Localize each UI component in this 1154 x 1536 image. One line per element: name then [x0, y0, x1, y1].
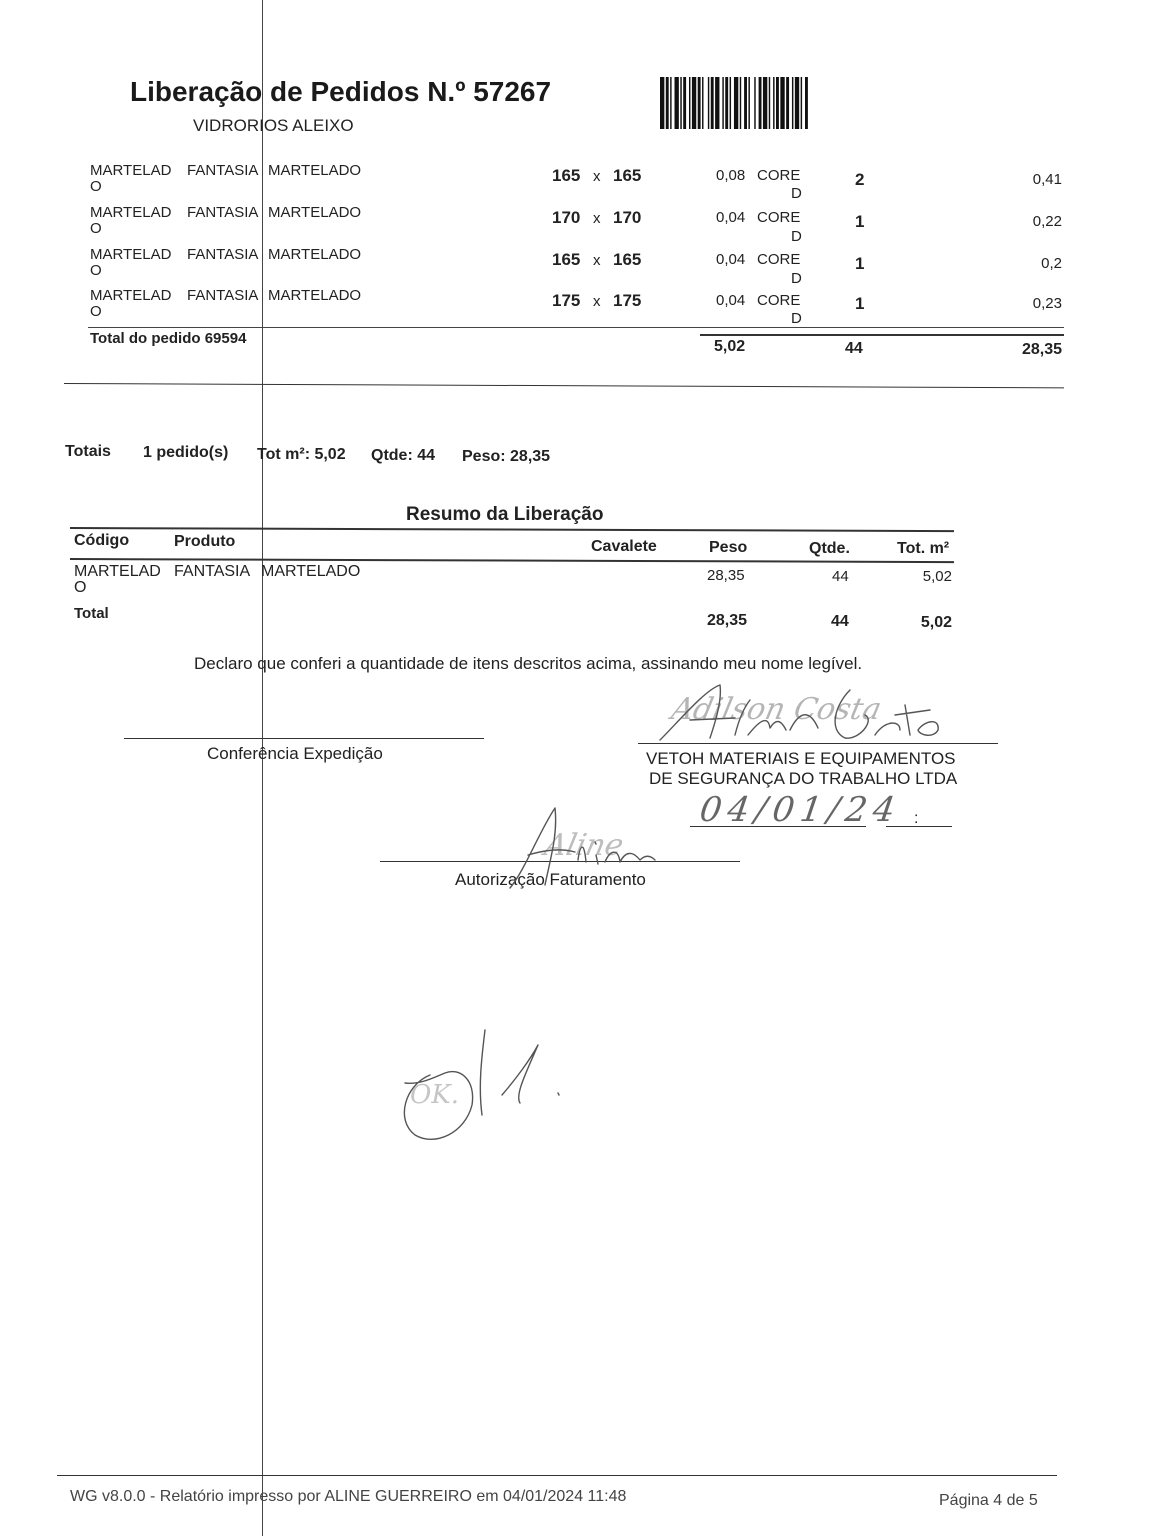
dimension-x: x — [593, 252, 601, 269]
product-code: MARTELAD — [90, 204, 172, 221]
footer-printed-by: WG v8.0.0 - Relatório impresso por ALINE GUERREIRO em 04/01/2024 11:48 — [70, 1488, 627, 1505]
weight-value: 0,23 — [1032, 295, 1062, 312]
totals-qty: Qtde: 44 — [371, 447, 436, 464]
footer-divider — [57, 1475, 1057, 1476]
summary-total-weight: 28,35 — [707, 612, 748, 629]
summary-header-cavalete: Cavalete — [591, 538, 657, 555]
barcode-bar — [801, 77, 802, 129]
signature-2-text: Aline — [541, 828, 627, 863]
order-total-m2: 5,02 — [714, 338, 746, 355]
product-type: FANTASIA — [187, 204, 259, 221]
summary-total-label: Total — [74, 605, 109, 622]
barcode-bar — [666, 77, 669, 129]
barcode-bar — [773, 77, 774, 129]
barcode-bar — [725, 77, 728, 129]
height-value: 165 — [613, 250, 642, 269]
weight-value: 0,22 — [1032, 213, 1062, 230]
client-name: VIDRORIOS ALEIXO — [193, 116, 354, 135]
barcode-bar — [744, 77, 747, 129]
weight-value: 0,41 — [1032, 171, 1062, 188]
barcode-bar — [660, 77, 664, 129]
m2-value: 0,04 — [716, 209, 746, 226]
summary-title: Resumo da Liberação — [406, 504, 604, 525]
barcode-bar — [805, 77, 808, 129]
barcode-bar — [702, 77, 703, 129]
product-code-cont: O — [90, 303, 102, 320]
product-code: MARTELAD — [90, 162, 172, 179]
summary-type: FANTASIA — [174, 563, 251, 580]
quantity-value: 2 — [855, 170, 865, 189]
m2-value: 0,04 — [716, 251, 746, 268]
product-code-cont: O — [90, 220, 102, 237]
barcode-bar — [683, 77, 686, 129]
m2-value: 0,04 — [716, 292, 746, 309]
product-code-cont: O — [90, 262, 102, 279]
summary-weight: 28,35 — [707, 567, 745, 584]
product-type: FANTASIA — [187, 287, 259, 304]
cavalete-value: CORE — [757, 292, 801, 309]
barcode-bar — [759, 77, 762, 129]
product-code: MARTELAD — [90, 246, 172, 263]
width-value: 170 — [552, 208, 581, 227]
barcode-bar — [769, 77, 770, 129]
order-total-qty: 44 — [845, 340, 863, 357]
barcode-bar — [708, 77, 709, 129]
barcode-bar — [715, 77, 719, 129]
summary-code: MARTELAD — [74, 563, 161, 580]
time-separator: : — [914, 810, 919, 827]
barcode-bar — [692, 77, 696, 129]
product-code-cont: O — [90, 178, 102, 195]
height-value: 175 — [613, 291, 642, 310]
handwritten-date: 04/01/24 — [697, 790, 904, 830]
cavalete-value-cont: D — [791, 310, 802, 327]
totals-m2: Tot m²: 5,02 — [257, 446, 346, 463]
cavalete-value: CORE — [757, 251, 801, 268]
totals-orders: 1 pedido(s) — [143, 444, 229, 461]
product-desc: MARTELADO — [268, 287, 362, 304]
product-type: FANTASIA — [187, 162, 259, 179]
summary-code-cont: O — [74, 579, 87, 596]
barcode-bar — [776, 77, 779, 129]
summary-header-m2: Tot. m² — [897, 540, 950, 557]
footer-page-number: Página 4 de 5 — [939, 1492, 1038, 1509]
barcode-bar — [675, 77, 679, 129]
product-code: MARTELAD — [90, 287, 172, 304]
barcode-bar — [754, 77, 755, 129]
conference-signature-line — [124, 738, 484, 739]
weight-value: 0,2 — [1041, 255, 1062, 272]
summary-m2: 5,02 — [922, 568, 952, 585]
product-desc: MARTELADO — [268, 204, 362, 221]
barcode-bar — [689, 77, 690, 129]
declaration-text: Declaro que conferi a quantidade de itens descritos acima, assinando meu nome legível. — [194, 654, 863, 673]
divider — [88, 327, 1064, 328]
height-value: 170 — [613, 208, 642, 227]
summary-product: MARTELADO — [261, 563, 361, 580]
width-value: 165 — [552, 250, 581, 269]
summary-qty: 44 — [832, 568, 849, 585]
barcode-bar — [734, 77, 738, 129]
company-name-line-2: DE SEGURANÇA DO TRABALHO LTDA — [649, 769, 958, 788]
scan-artifact-line — [262, 0, 263, 1536]
order-total-label: Total do pedido 69594 — [90, 330, 247, 347]
barcode-bar — [740, 77, 741, 129]
divider — [700, 334, 1064, 336]
cavalete-value-cont: D — [791, 270, 802, 287]
product-type: FANTASIA — [187, 246, 259, 263]
divider — [64, 383, 1064, 388]
cavalete-value: CORE — [757, 167, 801, 184]
height-value: 165 — [613, 166, 642, 185]
company-name-line-1: VETOH MATERIAIS E EQUIPAMENTOS — [646, 749, 956, 768]
initials-text: OK. — [410, 1080, 460, 1110]
dimension-x: x — [593, 168, 601, 185]
summary-total-m2: 5,02 — [920, 614, 952, 631]
cavalete-value-cont: D — [791, 185, 802, 202]
quantity-value: 1 — [855, 212, 865, 231]
barcode-bar — [670, 77, 671, 129]
barcode-bar — [786, 77, 789, 129]
divider — [70, 527, 954, 532]
cavalete-value: CORE — [757, 209, 801, 226]
barcode-bar — [730, 77, 731, 129]
product-desc: MARTELADO — [268, 162, 362, 179]
barcode-bar — [680, 77, 681, 129]
barcode-bar — [698, 77, 701, 129]
barcode-bar — [795, 77, 799, 129]
summary-header-weight: Peso — [709, 539, 748, 556]
quantity-value: 1 — [855, 294, 865, 313]
signature-1-text: Adilson Costa — [668, 692, 885, 727]
dimension-x: x — [593, 210, 601, 227]
summary-header-product: Produto — [174, 533, 236, 550]
barcode-bar — [763, 77, 767, 129]
barcode-icon — [660, 77, 838, 129]
summary-total-qty: 44 — [831, 613, 849, 630]
dimension-x: x — [593, 293, 601, 310]
summary-header-code: Código — [74, 532, 130, 549]
barcode-bar — [748, 77, 749, 129]
order-total-weight: 28,35 — [1021, 341, 1062, 358]
barcode-bar — [711, 77, 714, 129]
product-desc: MARTELADO — [268, 246, 362, 263]
totals-weight: Peso: 28,35 — [462, 448, 551, 465]
conference-label: Conferência Expedição — [207, 744, 383, 763]
barcode-bar — [722, 77, 723, 129]
width-value: 165 — [552, 166, 581, 185]
page-title: Liberação de Pedidos N.º 57267 — [130, 76, 552, 107]
authorization-label: Autorização Faturamento — [455, 870, 646, 889]
cavalete-value-cont: D — [791, 228, 802, 245]
m2-value: 0,08 — [716, 167, 746, 184]
width-value: 175 — [552, 291, 581, 310]
quantity-value: 1 — [855, 254, 865, 273]
totals-label: Totais — [65, 443, 111, 460]
barcode-bar — [792, 77, 793, 129]
barcode-bar — [780, 77, 784, 129]
summary-header-qty: Qtde. — [809, 540, 850, 557]
